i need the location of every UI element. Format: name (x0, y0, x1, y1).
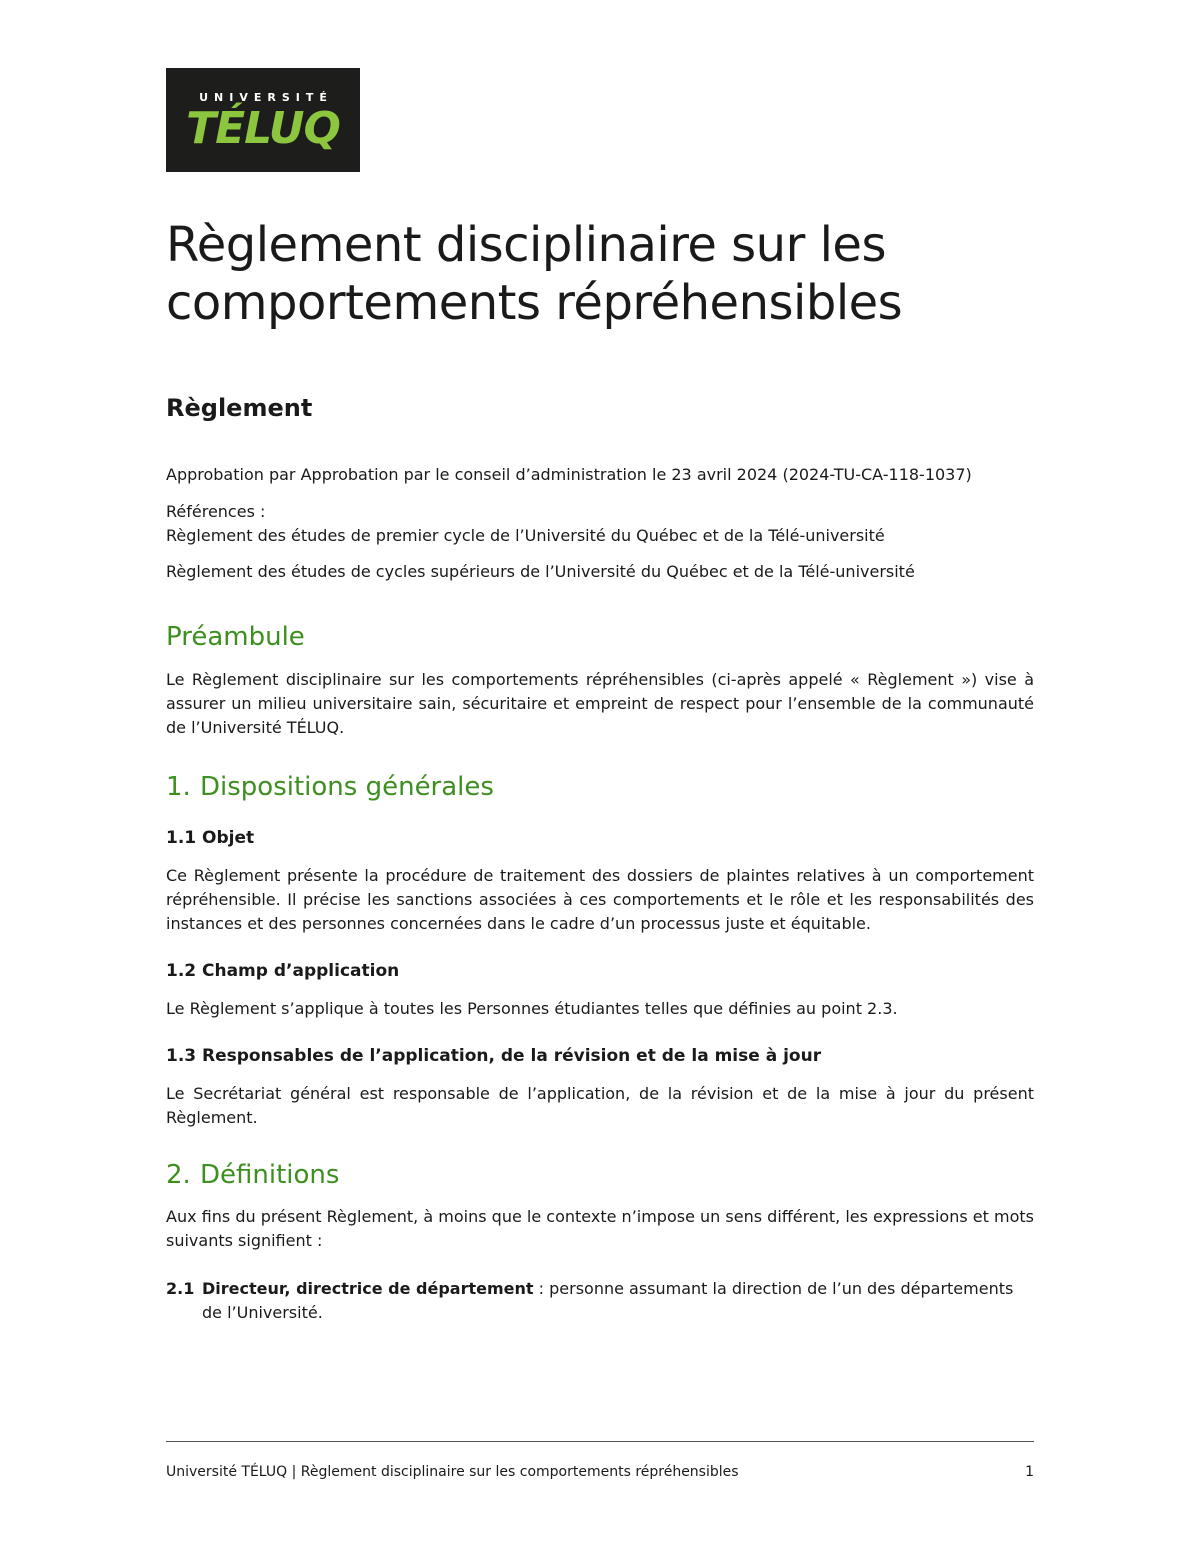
footer-title: Université TÉLUQ | Règlement disciplinaire sur les comportements répréhensibles (166, 1464, 739, 1480)
approval-line: Approbation par Approbation par le conseil d’administration le 23 avril 2024 (2024-TU-CA-118-1037) (166, 465, 972, 484)
footer-divider (166, 1441, 1034, 1442)
section-1-1-number: 1.1 (166, 828, 197, 848)
definition-2-1-body (202, 1277, 1034, 1325)
logo-main-text: TÉLUQ (186, 102, 340, 154)
page-number: 1 (1025, 1464, 1034, 1480)
section-1-3-title: Responsables de l’application, de la révision et de la mise à jour (202, 1046, 822, 1066)
section-1-2-number: 1.2 (166, 961, 197, 981)
section-1-2-heading (166, 961, 399, 981)
section-2-heading (166, 1160, 339, 1190)
section-1-title: Dispositions générales (200, 772, 494, 802)
title-line-1: Règlement disciplinaire sur les (166, 217, 886, 273)
title-line-2: comportements répréhensibles (166, 275, 903, 331)
section-1-1-text: Ce Règlement présente la procédure de traitement des dossiers de plaintes relatives à un comportement répréhensible. Il précise les sanctions associées à ces comportements et le rôle et les responsabilités des instances et des personnes concernées dans le cadre d’un processus juste et équitable. (166, 866, 1034, 933)
reference-item-1: Règlement des études de premier cycle de l’Université du Québec et de la Télé-université (166, 526, 885, 545)
references-label: Références : (166, 502, 266, 521)
document-type: Règlement (166, 394, 313, 422)
preamble-text: Le Règlement disciplinaire sur les comportements répréhensibles (ci-après appelé « Règlement ») vise à assurer un milieu universitaire sain, sécuritaire et empreint de respect pour l’ensemble de la communauté de l’Université TÉLUQ. (166, 670, 1034, 737)
definition-2-1-number: 2.1 (166, 1279, 195, 1298)
section-1-3-text: Le Secrétariat général est responsable de l’application, de la révision et de la mise à jour du présent Règlement. (166, 1084, 1034, 1127)
logo-top-text: UNIVERSITÉ (199, 90, 333, 104)
section-1-3-heading (166, 1046, 821, 1066)
section-1-heading (166, 772, 494, 802)
document-title (166, 216, 1066, 332)
section-2-title: Définitions (200, 1160, 340, 1190)
reference-item-2: Règlement des études de cycles supérieurs de l’Université du Québec et de la Télé-université (166, 562, 915, 581)
section-1-1-title: Objet (202, 828, 255, 848)
teluq-logo (166, 68, 360, 172)
definition-2-1-text: : personne assumant la direction de l’un des départements de l’Université. (202, 1279, 1014, 1322)
section-1-2-text: Le Règlement s’applique à toutes les Personnes étudiantes telles que définies au point 2.3. (166, 999, 898, 1018)
section-1-2-title: Champ d’application (202, 961, 400, 981)
section-1-3-number: 1.3 (166, 1046, 197, 1066)
section-1-number: 1. (166, 772, 191, 802)
definition-2-1 (166, 1277, 1034, 1325)
references-block (166, 500, 1046, 548)
definition-2-1-term: Directeur, directrice de département (202, 1279, 534, 1298)
preamble-heading: Préambule (166, 622, 305, 652)
section-1-1-heading (166, 828, 254, 848)
section-2-number: 2. (166, 1160, 191, 1190)
section-2-intro: Aux fins du présent Règlement, à moins que le contexte n’impose un sens différent, les expressions et mots suivants signifient : (166, 1207, 1034, 1250)
